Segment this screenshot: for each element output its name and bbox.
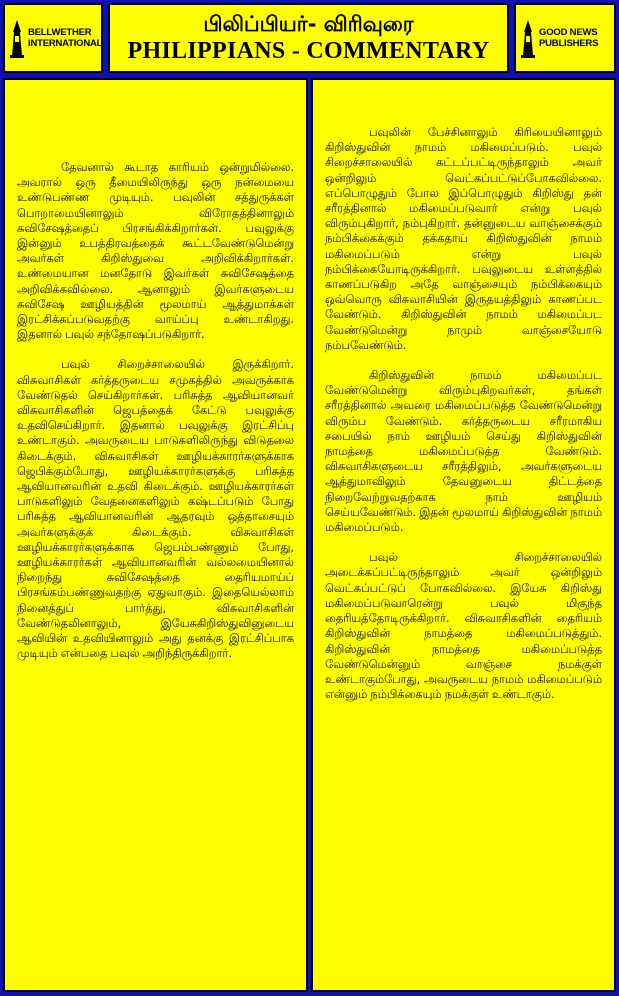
title-tamil: பிலிப்பியர்- விரிவுரை — [203, 12, 414, 36]
bell-tower-icon — [9, 18, 25, 58]
bellwether-logo — [3, 3, 103, 73]
right-paragraph-1: பவுலின் பேச்சினாலும் கிரியையினாலும் கிறிஸ்துவின் நாமம் மகிமைப்படும். பவுல் சிறைச்சாலையில் கட்டப்பட்டிருந்தாலும் அவர் ஒன்றிலும் வெட்கப்பட்டுப்போகவில்லை. எப்பொழுதும் போல இப்பொழுதும் கிறிஸ்து தன் சரீரத்தினால் மகிமைப்படுவார் என்று பவுல் விரும்புகிறார், நம்புகிறார். தன்னுடைய வாஞ்சைக்கும் நம்பிக்கைக்கும் தக்கதாய் கிறிஸ்துவின் நாமம் மகிமைப்படும் என்று பவுல் நம்பிக்கையோடிருக்கிறார். பவுலுடைய உள்ளத்தில் காணப்படுகிற அதே வாஞ்சையும் நம்பிக்கையும் ஒவ்வொரு விசுவாசியின் இருதயத்திலும் காணப்பட வேண்டும். கிறிஸ்துவின் நாமம் மகிமைப்பட வேண்டுமென்று நாமும் வாஞ்சையோடு நம்பவேண்டும். — [325, 125, 602, 352]
right-paragraph-3: பவுல் சிறைச்சாலையில் அடைக்கப்பட்டிருந்தாலும் அவர் ஒன்றிலும் வெட்கப்பட்டுப் போகவில்லை. இயேசு கிறிஸ்து மகிமைப்படுவாரென்று பவுல் மிகுந்த தைரியத்தோடிருக்கிறார். விசுவாசிகளின் தைரியம் கிறிஸ்துவின் நாமத்தை மகிமைப்படுத்தும். கிறிஸ்துவின் நாமத்தை மகிமைப்படுத்த வேண்டுமென்னும் வாஞ்சை நமக்குள் உண்டாகும்போது, அவருடைய நாமம் மகிமைப்படும் என்னும் நம்பிக்கையும் நமக்குள் உண்டாகும். — [325, 550, 602, 702]
title-english: PHILIPPIANS - COMMENTARY — [127, 38, 490, 64]
good-news-logo-text: GOOD NEWS PUBLISHERS — [539, 27, 599, 49]
left-paragraph-1: தேவனால் கூடாத காரியம் ஒன்றுமில்லை. அவரால் ஒரு தீமையிலிருந்து ஒரு நன்மையை உண்டுபண்ண முடியும். பவுலின் சத்துருக்கள் பொறாமையினாலும் விரோதத்தினாலும் சுவிசேஷத்தைப் பிரசங்கிக்கிறார்கள். பவுலுக்கு இன்னும் உபத்திரவத்தைக் கூட்டவேண்டுமென்று அவர்கள் கிறிஸ்துவை அறிவிக்கிறார்கள். உண்மையான மனதோடு இவர்கள் சுவிசேஷத்தை அறிவிக்கவில்லை. ஆனாலும் இவர்களுடைய சுவிசேஷ ஊழியத்தின் மூலமாய் ஆத்துமாக்கள் இரட்சிக்கப்படுவதற்கு வாய்ப்பு உண்டாகிறது. இதனால் பவுல் சந்தோஷப்படுகிறார். — [17, 160, 294, 342]
right-paragraph-2: கிறிஸ்துவின் நாமம் மகிமைப்பட வேண்டுமென்று விரும்புகிறவர்கள், தங்கள் சரீரத்தினால் அவரை மகிமைப்படுத்த வேண்டுமென்று விரும்ப வேண்டும். கர்த்தருடைய சரீரமாகிய சபையில் நாம் ஊழியம் செய்து கிறிஸ்துவின் நாமத்தை மகிமைப்படுத்த வேண்டும். விசுவாசிகளுடைய சரீரத்திலும், அவர்களுடைய ஆத்துமாவிலும் தேவனுடைய திட்டத்தை நிறைவேற்றுவதற்காக நாம் ஊழியம் செய்யவேண்டும். இதன் மூலமாய் கிறிஸ்துவின் நாமம் மகிமைப்படும். — [325, 368, 602, 535]
title-banner — [108, 3, 509, 73]
right-column — [311, 78, 616, 992]
left-column — [3, 78, 308, 992]
good-news-publishers-logo — [514, 3, 616, 73]
left-paragraph-2: பவுல் சிறைச்சாலையில் இருக்கிறார். விசுவாசிகள் கர்த்தருடைய சமுகத்தில் அவருக்காக வேண்டுதல் செய்கிறார்கள். பரிசுத்த ஆவியானவர் விசுவாசிகளின் ஜெபத்தைக் கேட்டு பவுலுக்கு உதவிசெய்கிறார். இதனால் பவுலுக்கு இரட்சிப்பு உண்டாகும். அவருடைய பாடுகளிலிருந்து விடுதலை கிடைக்கும். விசுவாசிகள் ஊழியக்காரர்களுக்காக ஜெபிக்கும்போது, ஊழியக்காரர்களுக்கு பரிசுத்த ஆவியானவரின் உதவி கிடைக்கும். ஊழியக்காரர்கள் பாடுகளிலும் வேதனைகளிலும் கஷ்டப்படும் போது பரிசுத்த ஆவியானவரின் ஆதரவும் ஒத்தாசையும் அவர்களுக்குக் கிடைக்கும். விசுவாசிகள் ஊழியக்காரர்களுக்காக ஜெபம்பண்ணும் போது, ஊழியக்காரர்கள் ஆவியானவரின் வல்லமையினால் நிறைந்து சுவிசேஷத்தை தைரியமாய்ப் பிரசங்கம்பண்ணுவதற்கு ஏதுவாகும். இதையெல்லாம் நினைத்துப் பார்த்து, விசுவாசிகளின் வேண்டுதலினாலும், இயேசுகிறிஸ்துவினுடைய ஆவியின் உதவியினாலும் அது தனக்கு இரட்சிப்பாக முடியும் என்பதை பவுல் அறிந்திருக்கிறார். — [17, 357, 294, 661]
bellwether-logo-text: BELLWETHER INTERNATIONAL — [28, 27, 103, 49]
bell-tower-icon — [520, 18, 536, 58]
